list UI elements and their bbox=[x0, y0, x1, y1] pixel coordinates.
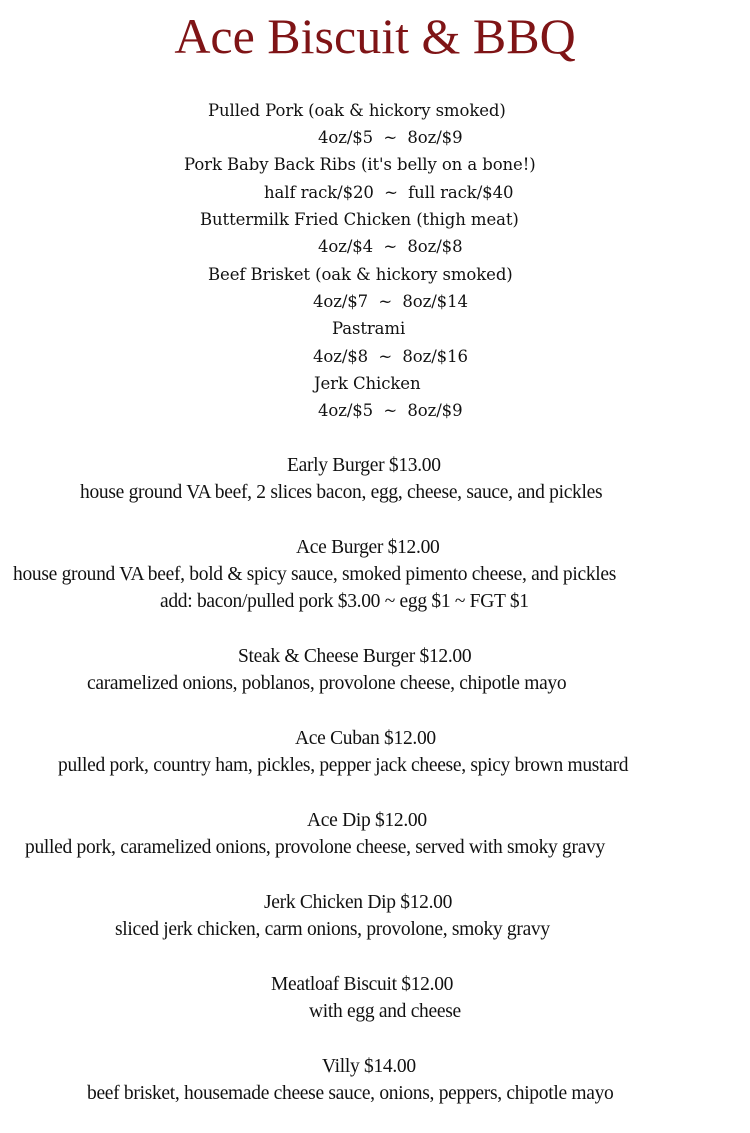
bbq-item-prices: 4oz/$5 ~ 8oz/$9 bbox=[318, 128, 463, 147]
menu-item-title: Early Burger $13.00 bbox=[287, 455, 441, 476]
menu-item-addons: add: bacon/pulled pork $3.00 ~ egg $1 ~ FGT $1 bbox=[160, 591, 529, 612]
menu-item-description: beef brisket, housemade cheese sauce, onions, peppers, chipotle mayo bbox=[87, 1083, 614, 1104]
menu-item-description: caramelized onions, poblanos, provolone cheese, chipotle mayo bbox=[87, 673, 567, 694]
menu-item-description: pulled pork, country ham, pickles, pepper jack cheese, spicy brown mustard bbox=[58, 755, 629, 776]
menu-item-title: Villy $14.00 bbox=[322, 1056, 416, 1077]
bbq-item-prices: 4oz/$7 ~ 8oz/$14 bbox=[313, 292, 468, 311]
bbq-item-prices: 4oz/$5 ~ 8oz/$9 bbox=[318, 401, 463, 420]
menu-item-description: house ground VA beef, 2 slices bacon, egg, cheese, sauce, and pickles bbox=[80, 482, 603, 503]
bbq-item-prices: 4oz/$8 ~ 8oz/$16 bbox=[313, 347, 468, 366]
restaurant-title: Ace Biscuit & BBQ bbox=[174, 8, 576, 64]
bbq-item-name: Pork Baby Back Ribs (it's belly on a bone!) bbox=[184, 155, 536, 174]
bbq-item-prices: half rack/$20 ~ full rack/$40 bbox=[264, 183, 514, 202]
menu-item-title: Jerk Chicken Dip $12.00 bbox=[264, 892, 453, 913]
menu-item-title: Ace Cuban $12.00 bbox=[295, 728, 436, 749]
bbq-item-prices: 4oz/$4 ~ 8oz/$8 bbox=[318, 237, 463, 256]
menu-item-title: Meatloaf Biscuit $12.00 bbox=[271, 974, 454, 995]
bbq-item-name: Beef Brisket (oak & hickory smoked) bbox=[208, 265, 513, 284]
bbq-item-name: Buttermilk Fried Chicken (thigh meat) bbox=[200, 210, 519, 229]
bbq-item-name: Jerk Chicken bbox=[314, 374, 421, 393]
bbq-item-name: Pastrami bbox=[332, 319, 406, 338]
menu-item-title: Ace Burger $12.00 bbox=[296, 537, 440, 558]
menu-item-title: Ace Dip $12.00 bbox=[307, 810, 427, 831]
menu-item-title: Steak & Cheese Burger $12.00 bbox=[238, 646, 472, 667]
menu-item-description: sliced jerk chicken, carm onions, provolone, smoky gravy bbox=[115, 919, 550, 940]
bbq-item-name: Pulled Pork (oak & hickory smoked) bbox=[208, 101, 506, 120]
menu-item-description: house ground VA beef, bold & spicy sauce, smoked pimento cheese, and pickles bbox=[13, 564, 617, 585]
menu-item-description: pulled pork, caramelized onions, provolone cheese, served with smoky gravy bbox=[25, 837, 605, 858]
menu-item-description: with egg and cheese bbox=[309, 1001, 461, 1022]
